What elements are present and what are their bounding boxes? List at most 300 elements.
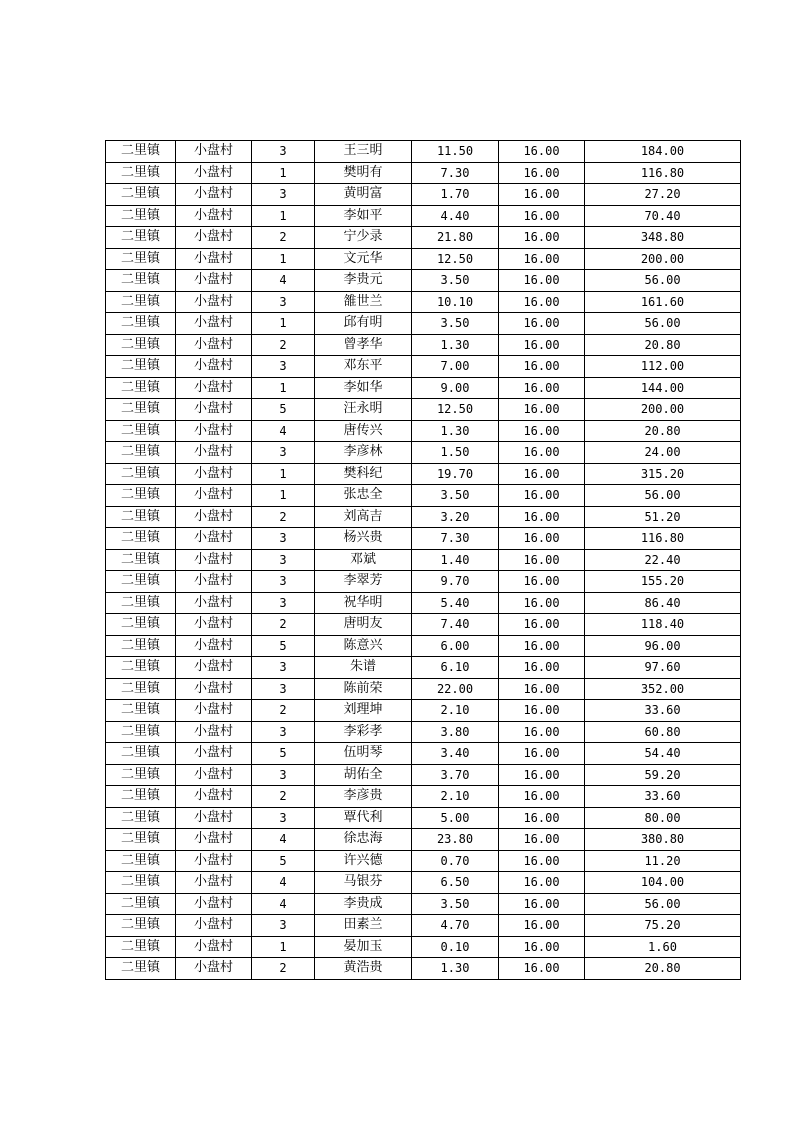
cell-town: 二里镇 [106, 227, 176, 249]
cell-town: 二里镇 [106, 442, 176, 464]
cell-village: 小盘村 [176, 829, 252, 851]
cell-name: 王三明 [315, 141, 412, 163]
cell-name: 文元华 [315, 248, 412, 270]
cell-area: 19.70 [412, 463, 499, 485]
cell-area: 1.40 [412, 549, 499, 571]
cell-town: 二里镇 [106, 592, 176, 614]
cell-amount: 59.20 [585, 764, 741, 786]
cell-village: 小盘村 [176, 313, 252, 335]
table-row [106, 141, 741, 163]
cell-group: 1 [252, 248, 315, 270]
cell-amount: 380.80 [585, 829, 741, 851]
cell-price: 16.00 [499, 227, 585, 249]
cell-group: 1 [252, 205, 315, 227]
table-row [106, 485, 741, 507]
table-row [106, 270, 741, 292]
table-row [106, 442, 741, 464]
cell-village: 小盘村 [176, 915, 252, 937]
cell-town: 二里镇 [106, 162, 176, 184]
cell-village: 小盘村 [176, 227, 252, 249]
cell-price: 16.00 [499, 786, 585, 808]
cell-name: 唐明友 [315, 614, 412, 636]
cell-group: 5 [252, 743, 315, 765]
cell-amount: 60.80 [585, 721, 741, 743]
cell-area: 1.30 [412, 334, 499, 356]
cell-area: 6.10 [412, 657, 499, 679]
cell-amount: 56.00 [585, 893, 741, 915]
cell-name: 邓斌 [315, 549, 412, 571]
cell-name: 李翠芳 [315, 571, 412, 593]
cell-area: 12.50 [412, 248, 499, 270]
table-row [106, 334, 741, 356]
cell-name: 陈前荣 [315, 678, 412, 700]
cell-name: 晏加玉 [315, 936, 412, 958]
table-row [106, 829, 741, 851]
cell-amount: 200.00 [585, 248, 741, 270]
cell-amount: 33.60 [585, 786, 741, 808]
cell-town: 二里镇 [106, 141, 176, 163]
cell-name: 曾孝华 [315, 334, 412, 356]
table-row [106, 678, 741, 700]
cell-group: 2 [252, 506, 315, 528]
cell-village: 小盘村 [176, 248, 252, 270]
cell-name: 陈意兴 [315, 635, 412, 657]
cell-town: 二里镇 [106, 807, 176, 829]
cell-area: 4.40 [412, 205, 499, 227]
table-row [106, 205, 741, 227]
cell-name: 许兴德 [315, 850, 412, 872]
cell-town: 二里镇 [106, 764, 176, 786]
cell-village: 小盘村 [176, 786, 252, 808]
cell-group: 3 [252, 528, 315, 550]
cell-group: 3 [252, 657, 315, 679]
table-row [106, 743, 741, 765]
cell-price: 16.00 [499, 205, 585, 227]
cell-price: 16.00 [499, 850, 585, 872]
cell-name: 宁少录 [315, 227, 412, 249]
cell-name: 朱谱 [315, 657, 412, 679]
table-row [106, 420, 741, 442]
cell-town: 二里镇 [106, 463, 176, 485]
cell-group: 2 [252, 958, 315, 980]
cell-village: 小盘村 [176, 334, 252, 356]
cell-area: 23.80 [412, 829, 499, 851]
cell-name: 雒世兰 [315, 291, 412, 313]
cell-village: 小盘村 [176, 291, 252, 313]
table-row [106, 291, 741, 313]
cell-price: 16.00 [499, 463, 585, 485]
cell-area: 4.70 [412, 915, 499, 937]
cell-price: 16.00 [499, 872, 585, 894]
cell-price: 16.00 [499, 893, 585, 915]
cell-town: 二里镇 [106, 571, 176, 593]
cell-price: 16.00 [499, 485, 585, 507]
cell-price: 16.00 [499, 678, 585, 700]
cell-name: 李彦贵 [315, 786, 412, 808]
cell-name: 李彦林 [315, 442, 412, 464]
cell-group: 4 [252, 420, 315, 442]
cell-amount: 97.60 [585, 657, 741, 679]
cell-group: 2 [252, 786, 315, 808]
cell-group: 5 [252, 399, 315, 421]
cell-price: 16.00 [499, 356, 585, 378]
cell-village: 小盘村 [176, 614, 252, 636]
cell-amount: 116.80 [585, 162, 741, 184]
table-row [106, 377, 741, 399]
cell-town: 二里镇 [106, 850, 176, 872]
cell-price: 16.00 [499, 915, 585, 937]
cell-area: 7.00 [412, 356, 499, 378]
cell-village: 小盘村 [176, 420, 252, 442]
cell-amount: 116.80 [585, 528, 741, 550]
cell-town: 二里镇 [106, 635, 176, 657]
cell-amount: 33.60 [585, 700, 741, 722]
cell-town: 二里镇 [106, 743, 176, 765]
cell-price: 16.00 [499, 162, 585, 184]
cell-area: 3.40 [412, 743, 499, 765]
table-row [106, 528, 741, 550]
table-row [106, 635, 741, 657]
cell-group: 3 [252, 592, 315, 614]
cell-name: 黄明富 [315, 184, 412, 206]
table-row [106, 356, 741, 378]
cell-amount: 20.80 [585, 334, 741, 356]
cell-amount: 70.40 [585, 205, 741, 227]
cell-village: 小盘村 [176, 162, 252, 184]
cell-price: 16.00 [499, 420, 585, 442]
cell-town: 二里镇 [106, 678, 176, 700]
cell-price: 16.00 [499, 291, 585, 313]
cell-group: 3 [252, 549, 315, 571]
cell-amount: 1.60 [585, 936, 741, 958]
cell-town: 二里镇 [106, 915, 176, 937]
cell-group: 4 [252, 829, 315, 851]
cell-price: 16.00 [499, 334, 585, 356]
cell-group: 3 [252, 721, 315, 743]
cell-price: 16.00 [499, 399, 585, 421]
cell-area: 0.10 [412, 936, 499, 958]
cell-town: 二里镇 [106, 528, 176, 550]
table-row [106, 936, 741, 958]
cell-village: 小盘村 [176, 442, 252, 464]
table-row [106, 571, 741, 593]
cell-price: 16.00 [499, 549, 585, 571]
cell-amount: 56.00 [585, 270, 741, 292]
cell-price: 16.00 [499, 829, 585, 851]
cell-group: 3 [252, 291, 315, 313]
cell-group: 5 [252, 635, 315, 657]
cell-amount: 86.40 [585, 592, 741, 614]
cell-amount: 75.20 [585, 915, 741, 937]
cell-group: 1 [252, 162, 315, 184]
cell-town: 二里镇 [106, 936, 176, 958]
cell-price: 16.00 [499, 571, 585, 593]
cell-amount: 54.40 [585, 743, 741, 765]
cell-village: 小盘村 [176, 571, 252, 593]
cell-area: 5.40 [412, 592, 499, 614]
cell-area: 6.50 [412, 872, 499, 894]
cell-village: 小盘村 [176, 141, 252, 163]
table-row [106, 850, 741, 872]
cell-area: 1.50 [412, 442, 499, 464]
cell-area: 3.50 [412, 313, 499, 335]
cell-group: 5 [252, 850, 315, 872]
cell-village: 小盘村 [176, 850, 252, 872]
cell-price: 16.00 [499, 184, 585, 206]
cell-group: 3 [252, 184, 315, 206]
cell-village: 小盘村 [176, 678, 252, 700]
table-row [106, 958, 741, 980]
table-row [106, 549, 741, 571]
cell-town: 二里镇 [106, 657, 176, 679]
cell-group: 1 [252, 485, 315, 507]
cell-town: 二里镇 [106, 270, 176, 292]
cell-village: 小盘村 [176, 721, 252, 743]
cell-name: 李贵元 [315, 270, 412, 292]
cell-town: 二里镇 [106, 829, 176, 851]
cell-price: 16.00 [499, 313, 585, 335]
cell-village: 小盘村 [176, 893, 252, 915]
cell-village: 小盘村 [176, 764, 252, 786]
cell-group: 3 [252, 571, 315, 593]
cell-amount: 155.20 [585, 571, 741, 593]
cell-amount: 200.00 [585, 399, 741, 421]
cell-area: 2.10 [412, 700, 499, 722]
cell-price: 16.00 [499, 270, 585, 292]
table-row [106, 592, 741, 614]
cell-town: 二里镇 [106, 356, 176, 378]
cell-area: 2.10 [412, 786, 499, 808]
table-body [106, 141, 741, 980]
cell-village: 小盘村 [176, 700, 252, 722]
cell-amount: 104.00 [585, 872, 741, 894]
cell-town: 二里镇 [106, 506, 176, 528]
cell-price: 16.00 [499, 506, 585, 528]
cell-town: 二里镇 [106, 872, 176, 894]
cell-amount: 51.20 [585, 506, 741, 528]
cell-town: 二里镇 [106, 313, 176, 335]
table-row [106, 184, 741, 206]
cell-price: 16.00 [499, 743, 585, 765]
cell-village: 小盘村 [176, 270, 252, 292]
cell-town: 二里镇 [106, 205, 176, 227]
cell-name: 汪永明 [315, 399, 412, 421]
cell-amount: 161.60 [585, 291, 741, 313]
cell-village: 小盘村 [176, 506, 252, 528]
cell-amount: 24.00 [585, 442, 741, 464]
cell-amount: 118.40 [585, 614, 741, 636]
cell-group: 4 [252, 893, 315, 915]
table-row [106, 657, 741, 679]
cell-town: 二里镇 [106, 893, 176, 915]
cell-area: 0.70 [412, 850, 499, 872]
cell-town: 二里镇 [106, 377, 176, 399]
cell-price: 16.00 [499, 592, 585, 614]
cell-group: 1 [252, 936, 315, 958]
cell-village: 小盘村 [176, 205, 252, 227]
cell-village: 小盘村 [176, 377, 252, 399]
cell-name: 邓东平 [315, 356, 412, 378]
cell-name: 黄浩贵 [315, 958, 412, 980]
table-row [106, 399, 741, 421]
cell-area: 7.30 [412, 162, 499, 184]
table-row [106, 807, 741, 829]
cell-price: 16.00 [499, 958, 585, 980]
cell-amount: 352.00 [585, 678, 741, 700]
cell-amount: 56.00 [585, 485, 741, 507]
cell-amount: 144.00 [585, 377, 741, 399]
table-row [106, 915, 741, 937]
cell-group: 2 [252, 227, 315, 249]
cell-area: 11.50 [412, 141, 499, 163]
cell-village: 小盘村 [176, 872, 252, 894]
cell-town: 二里镇 [106, 485, 176, 507]
cell-name: 刘理坤 [315, 700, 412, 722]
cell-area: 9.70 [412, 571, 499, 593]
cell-price: 16.00 [499, 807, 585, 829]
cell-amount: 20.80 [585, 958, 741, 980]
cell-price: 16.00 [499, 721, 585, 743]
cell-amount: 11.20 [585, 850, 741, 872]
cell-price: 16.00 [499, 141, 585, 163]
cell-town: 二里镇 [106, 721, 176, 743]
cell-name: 祝华明 [315, 592, 412, 614]
cell-area: 7.40 [412, 614, 499, 636]
table-row [106, 313, 741, 335]
cell-village: 小盘村 [176, 657, 252, 679]
cell-name: 张忠全 [315, 485, 412, 507]
cell-village: 小盘村 [176, 399, 252, 421]
cell-town: 二里镇 [106, 399, 176, 421]
cell-area: 3.20 [412, 506, 499, 528]
cell-village: 小盘村 [176, 936, 252, 958]
cell-group: 3 [252, 356, 315, 378]
cell-price: 16.00 [499, 764, 585, 786]
cell-village: 小盘村 [176, 958, 252, 980]
cell-group: 2 [252, 334, 315, 356]
cell-village: 小盘村 [176, 592, 252, 614]
cell-area: 3.50 [412, 485, 499, 507]
cell-village: 小盘村 [176, 635, 252, 657]
cell-name: 李彩孝 [315, 721, 412, 743]
cell-town: 二里镇 [106, 958, 176, 980]
cell-town: 二里镇 [106, 614, 176, 636]
cell-price: 16.00 [499, 442, 585, 464]
cell-group: 3 [252, 141, 315, 163]
cell-town: 二里镇 [106, 334, 176, 356]
cell-town: 二里镇 [106, 786, 176, 808]
cell-name: 覃代利 [315, 807, 412, 829]
cell-area: 12.50 [412, 399, 499, 421]
cell-name: 徐忠海 [315, 829, 412, 851]
cell-name: 李贵成 [315, 893, 412, 915]
table-row [106, 786, 741, 808]
cell-town: 二里镇 [106, 700, 176, 722]
cell-amount: 348.80 [585, 227, 741, 249]
document-page [105, 140, 741, 980]
cell-name: 伍明琴 [315, 743, 412, 765]
table-row [106, 764, 741, 786]
data-table [105, 140, 741, 980]
cell-area: 1.30 [412, 958, 499, 980]
cell-name: 李如平 [315, 205, 412, 227]
cell-area: 3.50 [412, 270, 499, 292]
cell-village: 小盘村 [176, 463, 252, 485]
cell-price: 16.00 [499, 377, 585, 399]
cell-area: 3.70 [412, 764, 499, 786]
cell-town: 二里镇 [106, 248, 176, 270]
cell-area: 10.10 [412, 291, 499, 313]
cell-name: 胡佑全 [315, 764, 412, 786]
cell-name: 田素兰 [315, 915, 412, 937]
cell-area: 3.50 [412, 893, 499, 915]
table-row [106, 721, 741, 743]
table-row [106, 248, 741, 270]
cell-group: 4 [252, 270, 315, 292]
cell-town: 二里镇 [106, 184, 176, 206]
cell-area: 5.00 [412, 807, 499, 829]
cell-group: 1 [252, 313, 315, 335]
cell-price: 16.00 [499, 528, 585, 550]
cell-price: 16.00 [499, 635, 585, 657]
cell-amount: 80.00 [585, 807, 741, 829]
cell-town: 二里镇 [106, 291, 176, 313]
cell-town: 二里镇 [106, 420, 176, 442]
table-row [106, 872, 741, 894]
cell-price: 16.00 [499, 936, 585, 958]
table-row [106, 506, 741, 528]
cell-area: 22.00 [412, 678, 499, 700]
cell-name: 马银芬 [315, 872, 412, 894]
cell-group: 2 [252, 700, 315, 722]
table-row [106, 463, 741, 485]
cell-group: 4 [252, 872, 315, 894]
cell-name: 刘高吉 [315, 506, 412, 528]
cell-village: 小盘村 [176, 743, 252, 765]
cell-group: 3 [252, 442, 315, 464]
cell-price: 16.00 [499, 700, 585, 722]
cell-village: 小盘村 [176, 184, 252, 206]
cell-area: 1.70 [412, 184, 499, 206]
table-row [106, 227, 741, 249]
cell-name: 李如华 [315, 377, 412, 399]
cell-group: 3 [252, 764, 315, 786]
cell-amount: 22.40 [585, 549, 741, 571]
table-row [106, 614, 741, 636]
cell-area: 21.80 [412, 227, 499, 249]
table-row [106, 162, 741, 184]
cell-name: 杨兴贵 [315, 528, 412, 550]
cell-amount: 315.20 [585, 463, 741, 485]
cell-name: 樊科纪 [315, 463, 412, 485]
cell-price: 16.00 [499, 614, 585, 636]
cell-group: 1 [252, 377, 315, 399]
cell-name: 樊明有 [315, 162, 412, 184]
cell-village: 小盘村 [176, 356, 252, 378]
cell-amount: 112.00 [585, 356, 741, 378]
cell-amount: 20.80 [585, 420, 741, 442]
cell-village: 小盘村 [176, 485, 252, 507]
cell-amount: 27.20 [585, 184, 741, 206]
cell-group: 3 [252, 678, 315, 700]
cell-price: 16.00 [499, 248, 585, 270]
cell-group: 3 [252, 915, 315, 937]
table-row [106, 700, 741, 722]
cell-area: 6.00 [412, 635, 499, 657]
cell-amount: 184.00 [585, 141, 741, 163]
cell-area: 9.00 [412, 377, 499, 399]
cell-town: 二里镇 [106, 549, 176, 571]
